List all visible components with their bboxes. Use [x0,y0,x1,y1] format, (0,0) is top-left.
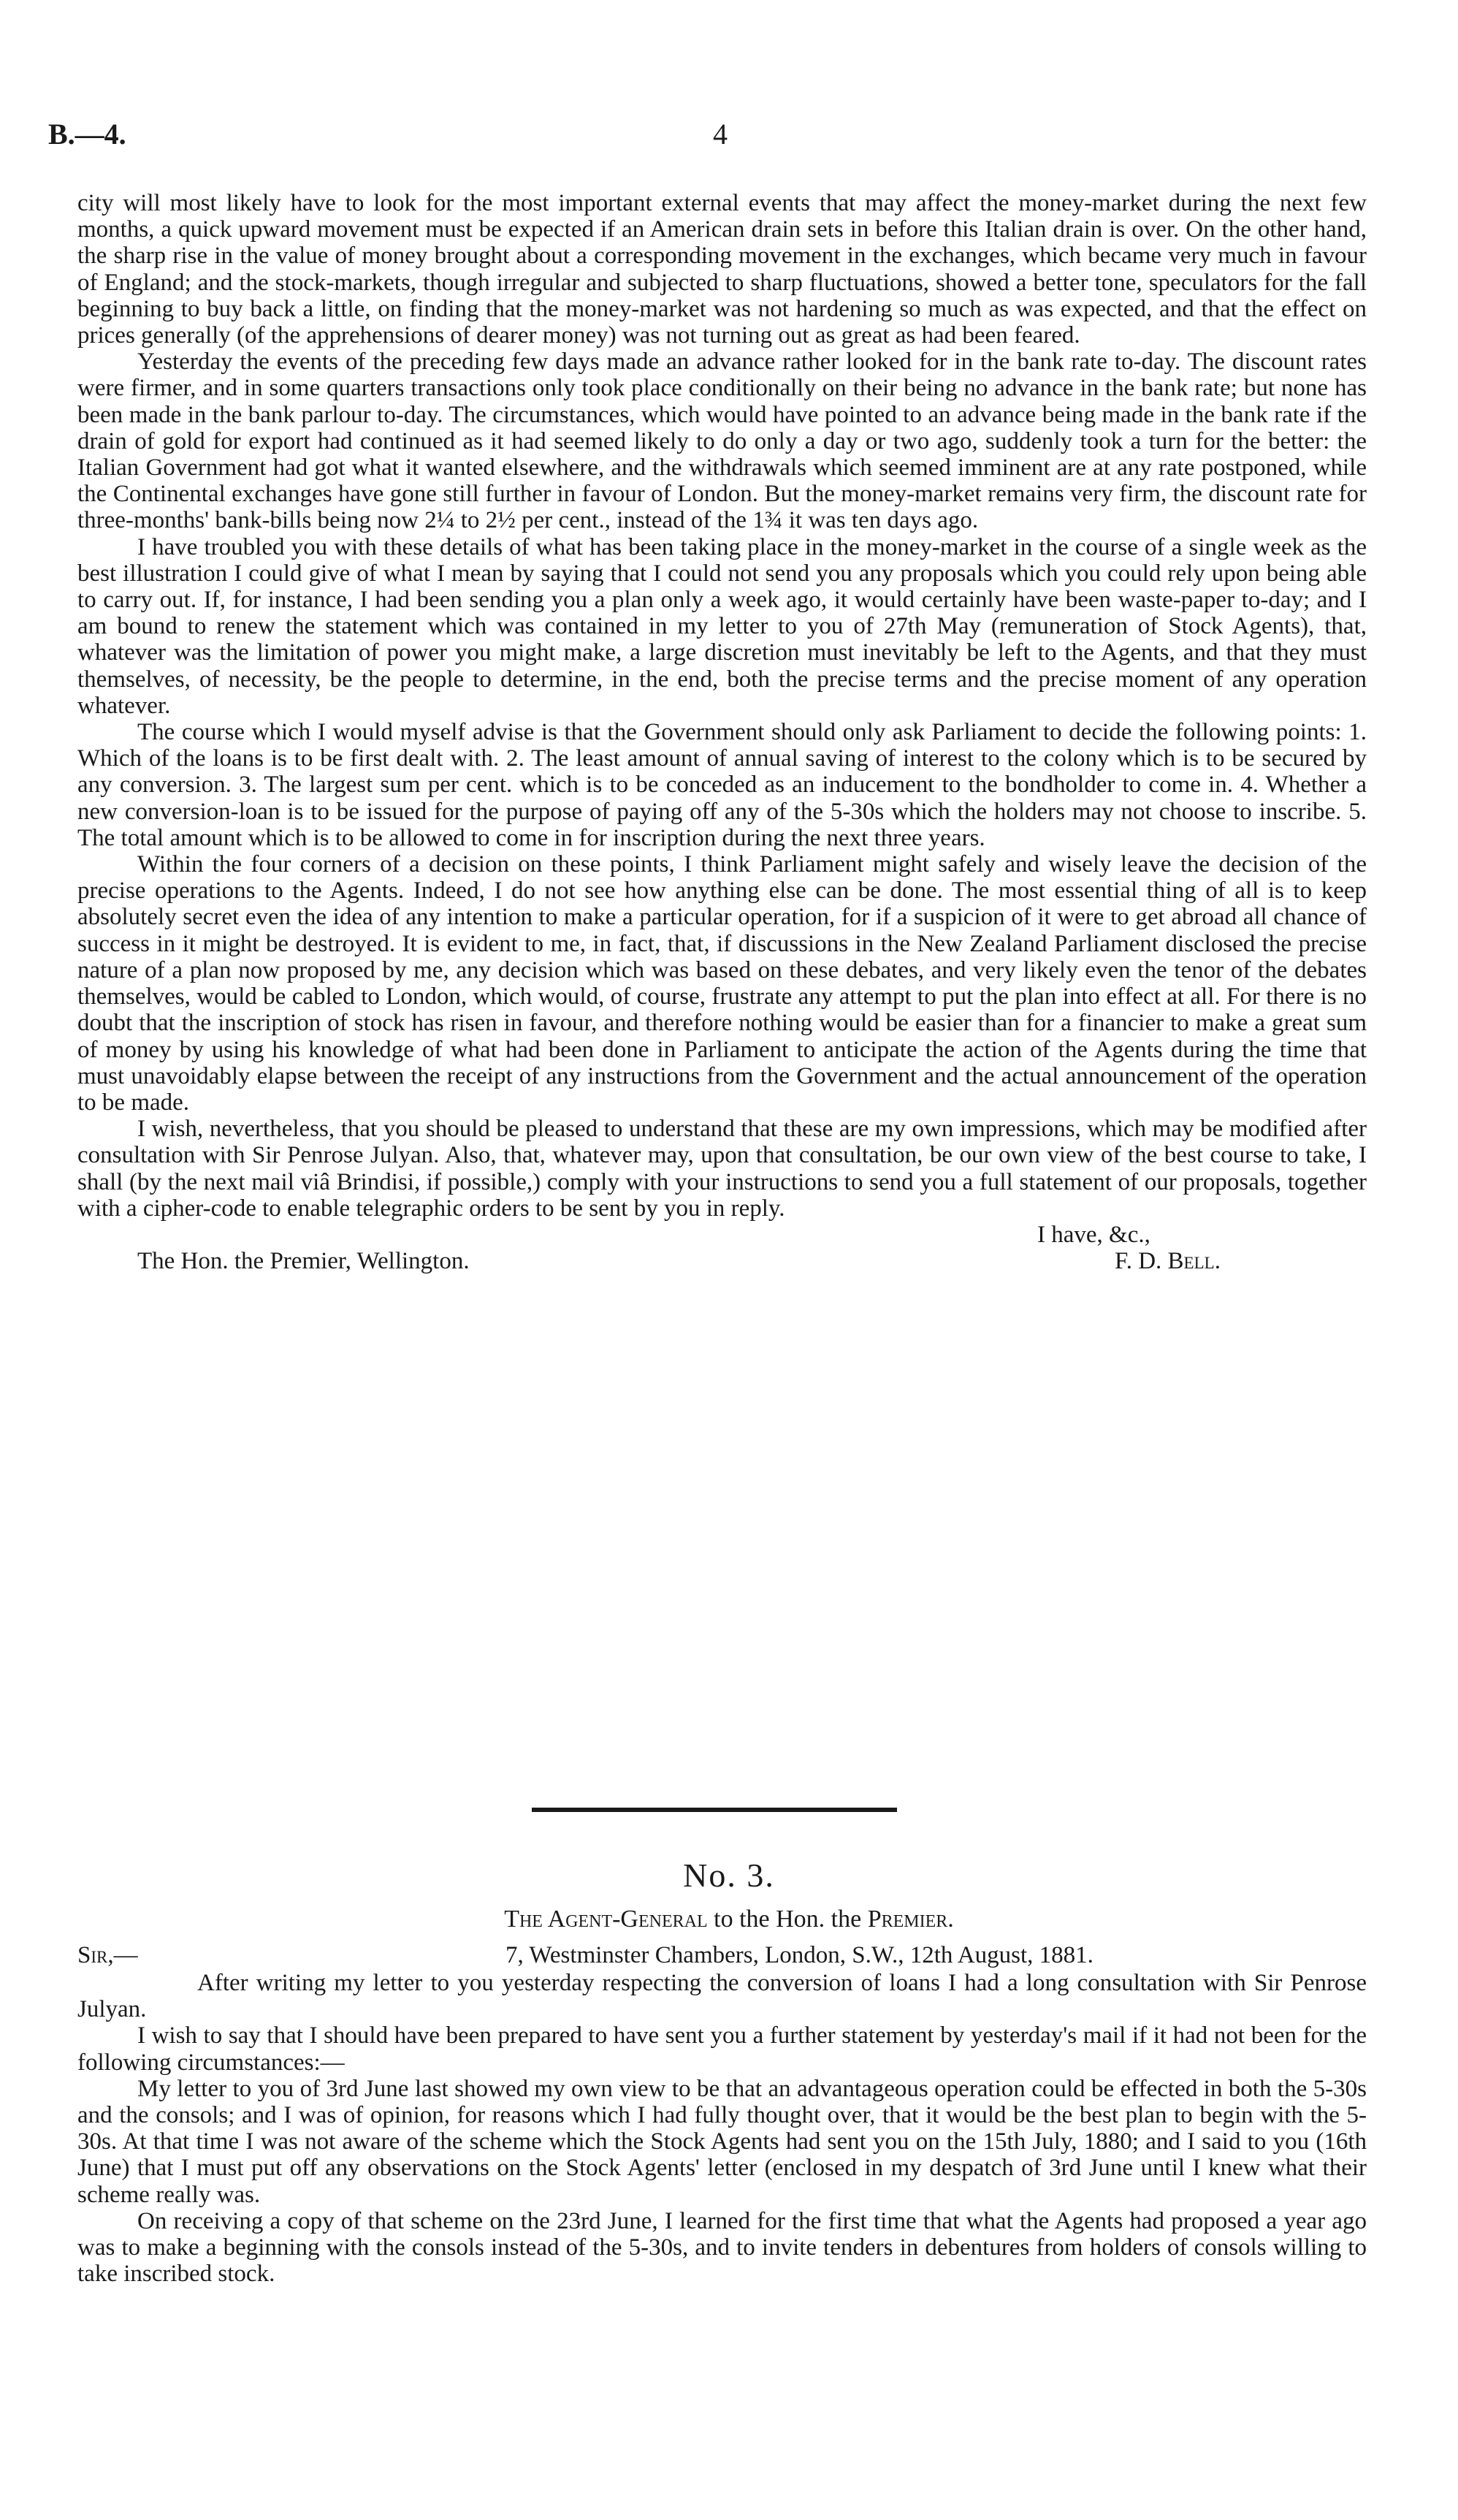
letter-2-body [77,190,1367,1274]
letter-3-body [77,1970,1367,2287]
signature-row [77,1248,1367,1274]
paragraph: On receiving a copy of that scheme on the 23rd June, I learned for the first time that what the Agents had proposed a year ago was to make a beginning with the consols instead of the 5-30s, and to invite tenders in debentures from holders of consols willing to take inscribed stock. [77,2207,1367,2288]
closing-phrase: I have, &c., [1037,1221,1150,1248]
page-number: 4 [713,118,728,151]
paragraph: Within the four corners of a decision on these points, I think Parliament might safely and wisely leave the decision of the precise operations to the Agents. Indeed, I do not see how anything else can be done. The most essential thing of all is to keep absolutely secret even the idea of any intention to make a particular operation, for if a suspicion of it were to get abroad all chance of success in it might be destroyed. It is evident to me, in fact, that, if discussions in the New Zealand Parliament disclosed the precise nature of a plan now proposed by me, any decision which was based on these debates, and very likely even the tenor of the debates themselves, would be cabled to London, which would, of course, frustrate any attempt to put the plan into effect at all. For there is no doubt that the inscription of stock has risen in favour, and therefore nothing would be easier than for a financier to make a great sum of money by using his knowledge of what had been done in Parliament to anticipate the action of the Agents during the time that must unavoidably elapse between the receipt of any instructions from the Government and the actual announcement of the operation to be made. [77,851,1367,1116]
document-reference: B.—4. [48,118,126,151]
paragraph: Yesterday the events of the preceding few days made an advance rather looked for in the bank rate to-day. The discount rates were firmer, and in some quarters transactions only took place conditionally on their being no advance in the bank rate; but none has been made in the bank parlour to-day. The circumstances, which would have pointed to an advance being made in the bank rate if the drain of gold for export had continued as it had seemed likely to do only a day or two ago, suddenly took a turn for the better: the Italian Government had got what it wanted elsewhere, and the withdrawals which seemed imminent are at any rate postponed, while the Continental exchanges have gone still further in favour of London. But the money-market remains very firm, the discount rate for three-months' bank-bills being now 2¼ to 2½ per cent., instead of the 1¾ it was ten days ago. [77,349,1367,534]
section-divider [532,1808,897,1812]
signature: F. D. Bell. [1115,1247,1221,1274]
closing-row [77,1222,1367,1248]
paragraph: city will most likely have to look for the most important external events that may affect the money-market during the next few months, a quick upward movement must be expected if an American drain sets in before this Italian drain is over. On the other hand, the sharp rise in the value of money brought about a corresponding movement in the exchanges, which became very much in favour of England; and the stock-markets, though irregular and subjected to sharp fluctuations, showed a better tone, speculators for the fall beginning to buy back a little, on finding that the money-market was not hardening so much as was expected, and that the effect on prices generally (of the apprehensions of dearer money) was not turning out as great as had been feared. [77,190,1367,349]
paragraph: I wish, nevertheless, that you should be pleased to understand that these are my own impressions, which may be modified after consultation with Sir Penrose Julyan. Also, that, whatever may, upon that consultation, be our own view of the best course to take, I shall (by the next mail viâ Brindisi, if possible,) comply with your instructions to send you a full statement of our proposals, together with a cipher-code to enable telegraphic orders to be sent by you in reply. [77,1116,1367,1222]
paragraph: I wish to say that I should have been prepared to have sent you a further statement by yesterday's mail if it had not been for the following circumstances:— [77,2022,1367,2076]
letter-number: No. 3. [683,1857,775,1894]
paragraph: I have troubled you with these details of what has been taking place in the money-market in the course of a single week as the best illustration I could give of what I mean by saying that I could not send you any proposals which you could rely upon being able to carry out. If, for instance, I had been sending you a plan only a week ago, it would certainly have been waste-paper to-day; and I am bound to renew the statement which was contained in my letter to you of 27th May (remuneration of Stock Agents), that, whatever was the limitation of power you might make, a large discretion must inevitably be left to the Agents, and that they must themselves, of necessity, be the people to determine, in the end, both the precise terms and the precise moment of any operation whatever. [77,533,1367,719]
route-connector: to the Hon. the [707,1906,868,1933]
address-date: 7, Westminster Chambers, London, S.W., 12th August, 1881. [505,1942,1094,1968]
route-end: . [947,1906,954,1933]
salutation: Sir,— [77,1942,138,1968]
addressee: The Hon. the Premier, Wellington. [137,1247,470,1274]
sender: The Agent-General [504,1906,708,1933]
paragraph: After writing my letter to you yesterday respecting the conversion of loans I had a long consultation with Sir Penrose Julyan. [77,1970,1367,2023]
recipient: Premier [867,1906,948,1933]
paragraph: My letter to you of 3rd June last showed my own view to be that an advantageous operation could be effected in both the 5-30s and the consols; and I was of opinion, for reasons which I had fully thought over, that it would be the best plan to begin with the 5-30s. At that time I was not aware of the scheme which the Stock Agents had sent you on the 15th July, 1880; and I said to you (16th June) that I must put off any observations on the Stock Agents' letter (enclosed in my despatch of 3rd June until I knew what their scheme really was. [77,2075,1367,2208]
paragraph: The course which I would myself advise is that the Government should only ask Parliament to decide the following points: 1. Which of the loans is to be first dealt with. 2. The least amount of annual saving of interest to the colony which is to be secured by any conversion. 3. The largest sum per cent. which is to be conceded as an inducement to the bondholder to come in. 4. Whether a new conversion-loan is to be issued for the purpose of paying off any of the 5-30s which the holders may not choose to inscribe. 5. The total amount which is to be allowed to come in for inscription during the next three years. [77,719,1367,851]
letter-route [0,1906,1458,1933]
